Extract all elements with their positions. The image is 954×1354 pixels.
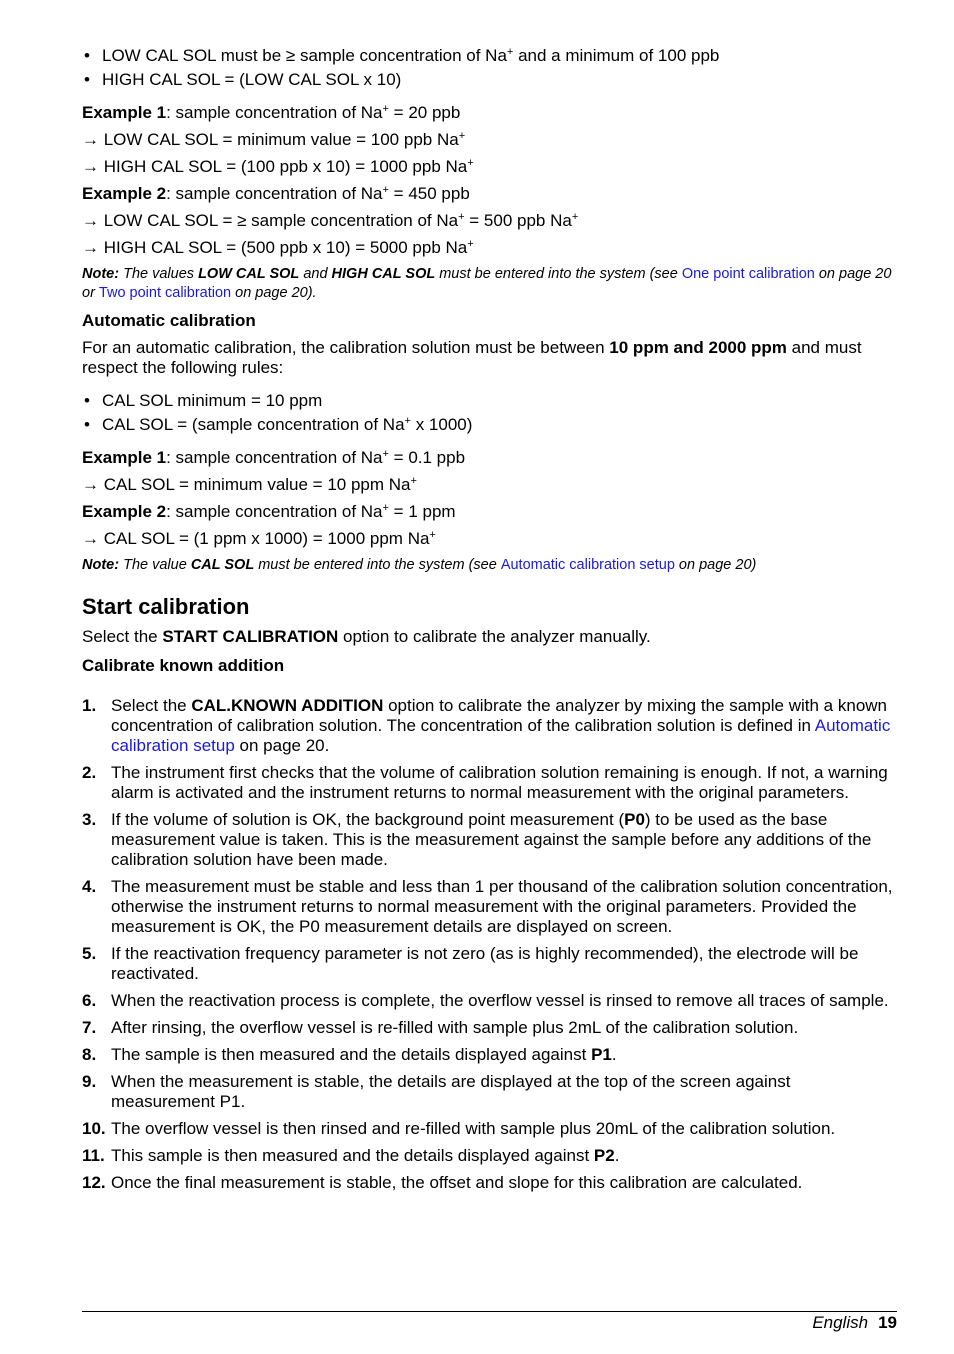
note-auto: Note: The value CAL SOL must be entered into the system (see Automatic calibration setup on page 20) <box>82 557 757 573</box>
list-item: • LOW CAL SOL must be ≥ sample concentration of Na+ and a minimum of 100 ppb <box>82 46 897 66</box>
step-item: 12. Once the final measurement is stable, the offset and slope for this calibration are calculated. <box>82 1173 803 1192</box>
link-automatic-calibration-setup[interactable]: Automatic calibration setup <box>111 716 891 755</box>
step-item: 3. If the volume of solution is OK, the background point measurement (P0) to be used as the base measurement value is taken. This is the measurement against the sample before any additions of the calibration solution have been made. <box>82 810 872 869</box>
link-two-point-calibration[interactable]: Two point calibration <box>98 285 232 301</box>
example-2-high: → HIGH CAL SOL = (500 ppb x 10) = 5000 ppb Na+ <box>82 238 474 257</box>
step-item: 5. If the reactivation frequency parameter is not zero (as is highly recommended), the electrode will be reactivated. <box>82 944 859 983</box>
example-1-high: → HIGH CAL SOL = (100 ppb x 10) = 1000 ppb Na+ <box>82 157 474 176</box>
step-item: 4. The measurement must be stable and less than 1 per thousand of the calibration solution concentration, otherwise the instrument returns to normal measurement with the original parameters. Provided the measurement is OK, the P0 measurement details are displayed on screen. <box>82 877 893 936</box>
start-calibration-heading: Start calibration <box>82 594 250 619</box>
step-item: 1. Select the CAL.KNOWN ADDITION option to calibrate the analyzer by mixing the sample with a known concentration of calibration solution. The concentration of the calibration solution is defined in Automatic calibration setup on page 20. <box>82 696 891 755</box>
step-item: 6. When the reactivation process is complete, the overflow vessel is rinsed to remove all traces of sample. <box>82 991 889 1010</box>
link-one-point-calibration[interactable]: One point calibration <box>681 266 815 282</box>
step-item: 11. This sample is then measured and the details displayed against P2. <box>82 1146 620 1165</box>
footer-language: English <box>812 1313 869 1332</box>
step-item: 2. The instrument first checks that the volume of calibration solution remaining is enough. If not, a warning alarm is activated and the instrument returns to normal measurement with the original parameters. <box>82 763 888 802</box>
auto-rules-list <box>82 391 897 435</box>
step-item: 9. When the measurement is stable, the details are displayed at the top of the screen against measurement P1. <box>82 1072 791 1111</box>
page-footer <box>812 1313 897 1333</box>
example-1-low: → LOW CAL SOL = minimum value = 100 ppb Na+ <box>82 130 466 149</box>
known-addition-steps <box>82 696 897 1193</box>
note-manual: Note: The values LOW CAL SOL and HIGH CAL SOL must be entered into the system (see One point calibration on page 20 or Two point calibration on page 20). <box>82 266 892 301</box>
link-automatic-calibration-setup[interactable]: Automatic calibration setup <box>500 557 675 573</box>
example-2-low: → LOW CAL SOL = ≥ sample concentration of Na+ = 500 ppb Na+ <box>82 211 579 230</box>
list-item: • HIGH CAL SOL = (LOW CAL SOL x 10) <box>82 70 897 90</box>
step-item: 10. The overflow vessel is then rinsed and re-filled with sample plus 20mL of the calibration solution. <box>82 1119 836 1138</box>
manual-examples <box>82 103 897 258</box>
example-2: Example 2: sample concentration of Na+ = 450 ppb <box>82 184 470 203</box>
step-item: 7. After rinsing, the overflow vessel is re-filled with sample plus 2mL of the calibration solution. <box>82 1018 799 1037</box>
auto-examples <box>82 448 897 549</box>
document-page <box>82 46 897 1200</box>
auto-intro: For an automatic calibration, the calibration solution must be between 10 ppm and 2000 ppm and must respect the following rules: <box>82 338 862 377</box>
example-1-result: → CAL SOL = minimum value = 10 ppm Na+ <box>82 475 417 494</box>
example-2: Example 2: sample concentration of Na+ = 1 ppm <box>82 502 456 521</box>
start-calibration-text: Select the START CALIBRATION option to calibrate the analyzer manually. <box>82 627 651 646</box>
page-number: 19 <box>878 1313 897 1332</box>
auto-calibration-heading: Automatic calibration <box>82 311 256 330</box>
footer-divider <box>82 1311 897 1312</box>
example-1: Example 1: sample concentration of Na+ = 20 ppb <box>82 103 461 122</box>
example-1: Example 1: sample concentration of Na+ = 0.1 ppb <box>82 448 466 467</box>
list-item: • CAL SOL minimum = 10 ppm <box>82 391 897 411</box>
step-item: 8. The sample is then measured and the details displayed against P1. <box>82 1045 617 1064</box>
list-item: • CAL SOL = (sample concentration of Na+ x 1000) <box>82 415 897 435</box>
example-2-result: → CAL SOL = (1 ppm x 1000) = 1000 ppm Na+ <box>82 529 436 548</box>
known-addition-heading: Calibrate known addition <box>82 656 285 675</box>
manual-rules-list <box>82 46 897 90</box>
